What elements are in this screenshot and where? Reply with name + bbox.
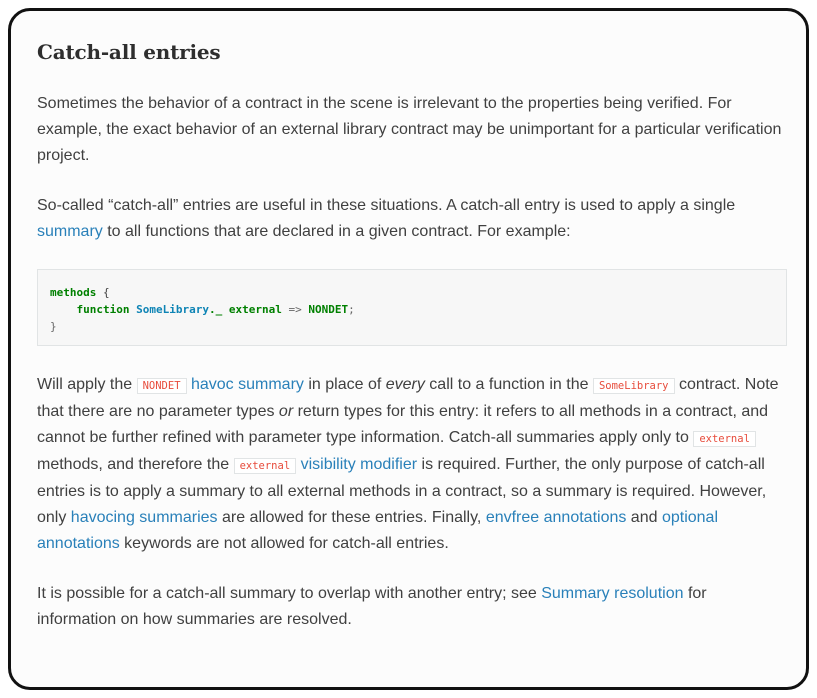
emphasis-every: every bbox=[385, 376, 425, 393]
text: methods, and therefore the bbox=[37, 456, 234, 473]
code-indent bbox=[50, 303, 77, 316]
code-name: SomeLibrary bbox=[136, 303, 209, 316]
summary-link[interactable]: summary bbox=[37, 223, 103, 240]
emphasis-or: or bbox=[278, 403, 294, 420]
code-keyword: external bbox=[228, 303, 282, 316]
havoc-summary-link[interactable]: havoc summary bbox=[190, 376, 304, 393]
summary-resolution-link[interactable]: Summary resolution bbox=[541, 585, 684, 602]
text: contract. Note that there are no parameter types bbox=[37, 376, 779, 420]
inline-code-external: external bbox=[234, 458, 297, 474]
main-content bbox=[37, 37, 787, 633]
text: call to a function in the bbox=[424, 376, 593, 393]
text: So-called “catch-all” entries are useful in these situations. A catch-all entry is used to apply a single bbox=[37, 197, 736, 214]
paragraph-intro: Sometimes the behavior of a contract in the scene is irrelevant to the properties being verified. For example, the exact behavior of an external library contract may be unimportant for a particular verification project. bbox=[37, 95, 782, 164]
code-block bbox=[37, 269, 787, 346]
paragraph-catch-all bbox=[37, 193, 787, 245]
text: keywords are not allowed for catch-all entries. bbox=[119, 535, 449, 552]
optional-annotations-link[interactable]: optional annotations bbox=[37, 509, 718, 552]
code-punct: => bbox=[281, 303, 309, 316]
inline-code-nondet: NONDET bbox=[137, 378, 187, 394]
text: for information on how summaries are resolved. bbox=[37, 585, 707, 628]
code-punct: ; bbox=[348, 303, 355, 316]
text: is required. Further, the only purpose of catch-all entries is to apply a summary to all external methods in a contract, so a summary is required. However, only bbox=[37, 456, 767, 526]
paragraph-overlap bbox=[37, 581, 787, 633]
code-punct: ._ bbox=[208, 303, 223, 316]
section-title: Catch-all entries bbox=[37, 40, 221, 64]
text: return types for this entry: it refers to all methods in a contract, and cannot be further refined with parameter type information. Catch-all summaries apply only to bbox=[37, 403, 769, 446]
text: are allowed for these entries. Finally, bbox=[217, 509, 486, 526]
inline-code-external: external bbox=[693, 431, 756, 447]
page-frame bbox=[8, 8, 809, 690]
inline-code-somelibrary: SomeLibrary bbox=[593, 378, 675, 394]
code-keyword: NONDET bbox=[308, 303, 349, 316]
visibility-modifier-link[interactable]: visibility modifier bbox=[300, 456, 418, 473]
text: It is possible for a catch-all summary to overlap with another entry; see bbox=[37, 585, 542, 602]
paragraph-apply bbox=[37, 372, 787, 557]
text: and bbox=[626, 509, 662, 526]
havocing-summaries-link[interactable]: havocing summaries bbox=[70, 509, 218, 526]
code-keyword: function bbox=[76, 303, 130, 316]
code-text: } bbox=[50, 320, 57, 333]
envfree-annotations-link[interactable]: envfree annotations bbox=[485, 509, 627, 526]
text: to all functions that are declared in a given contract. For example: bbox=[102, 223, 571, 240]
code-text: { bbox=[96, 286, 110, 299]
code-keyword: methods bbox=[50, 286, 97, 299]
text: Will apply the bbox=[37, 376, 137, 393]
text: in place of bbox=[303, 376, 386, 393]
